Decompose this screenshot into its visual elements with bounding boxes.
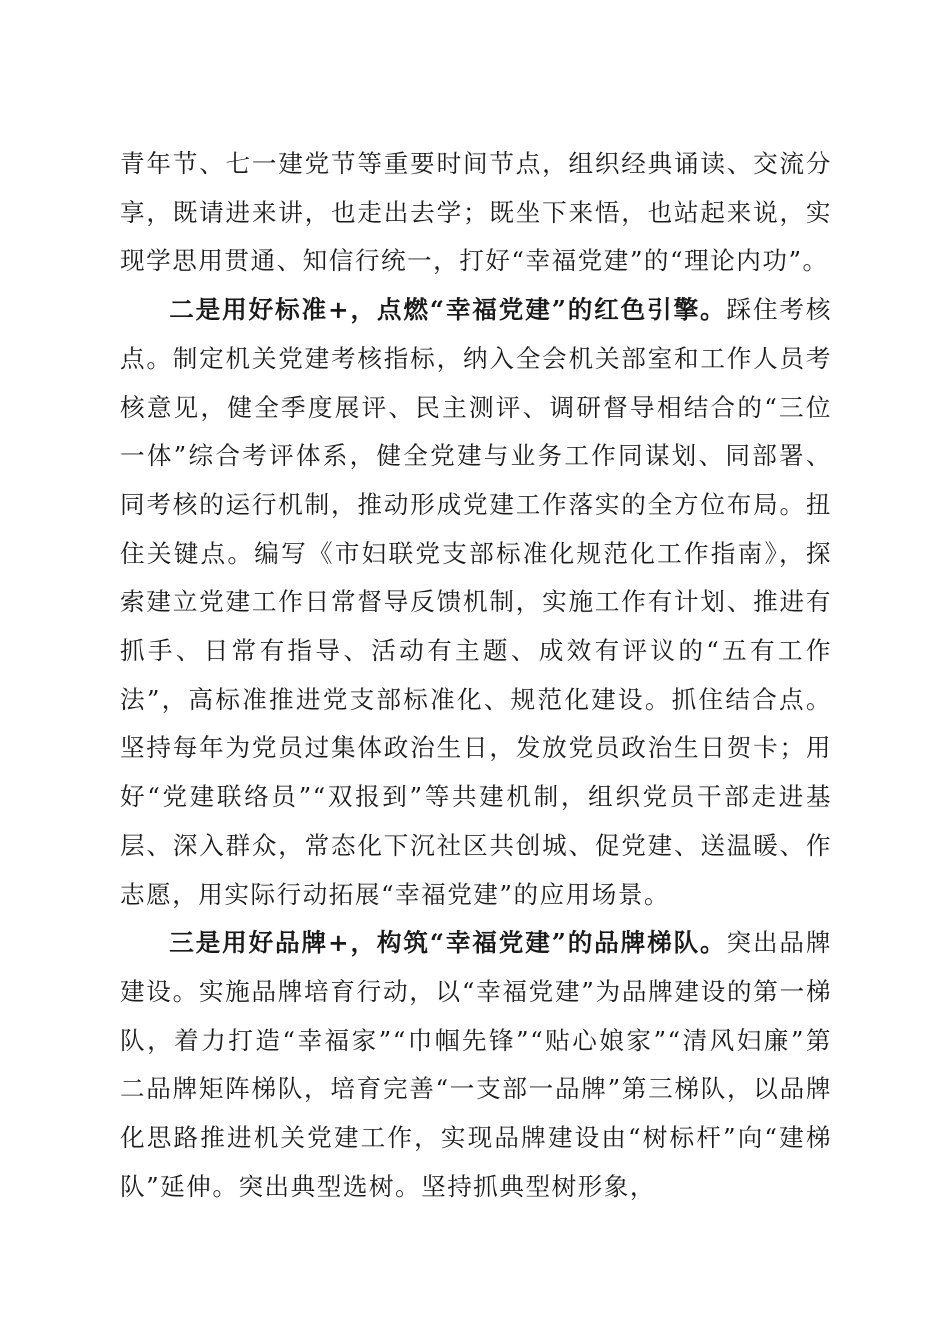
paragraph-text: 踩住考核点。制定机关党建考核指标，纳入全会机关部室和工作人员考核意见，健全季度展评、民主测评、调研督导相结合的“三位一体”综合考评体系，健全党建与业务工作同谋划、同部署、同考核的运行机制，推动形成党建工作落实的全方位布局。扭住关键点。编写《市妇联党支部标准化规范化工作指南》，探索建立党建工作日常督导反馈机制，实施工作有计划、推进有抓手、日常有指导、活动有主题、成效有评议的“五有工作法”，高标准推进党支部标准化、规范化建设。抓住结合点。坚持每年为党员过集体政治生日，发放党员政治生日贺卡；用好“党建联络员”“双报到”等共建机制，组织党员干部走进基层、深入群众，常态化下沉社区共创城、促党建、送温暖、作志愿，用实际行动拓展“幸福党建”的应用场景。 <box>120 295 832 909</box>
paragraph-lead: 二是用好标准+，点燃“幸福党建”的红色引擎。 <box>169 295 727 325</box>
document-page <box>120 140 832 1211</box>
paragraph-standards <box>120 286 832 919</box>
paragraph-brand <box>120 919 832 1211</box>
paragraph-text: 突出品牌建设。实施品牌培育行动，以“幸福党建”为品牌建设的第一梯队，着力打造“幸福家”“巾帼先锋”“贴心娘家”“清风妇廉”第二品牌矩阵梯队，培育完善“一支部一品牌”第三梯队，以品牌化思路推进机关党建工作，实现品牌建设由“树标杆”向“建梯队”延伸。突出典型选树。坚持抓典型树形象， <box>120 928 832 1201</box>
paragraph-lead: 三是用好品牌+，构筑“幸福党建”的品牌梯队。 <box>169 928 727 958</box>
paragraph-continuation <box>120 140 832 286</box>
paragraph-text: 青年节、七一建党节等重要时间节点，组织经典诵读、交流分享，既请进来讲，也走出去学；既坐下来悟，也站起来说，实现学思用贯通、知信行统一，打好“幸福党建”的“理论内功”。 <box>120 149 832 276</box>
